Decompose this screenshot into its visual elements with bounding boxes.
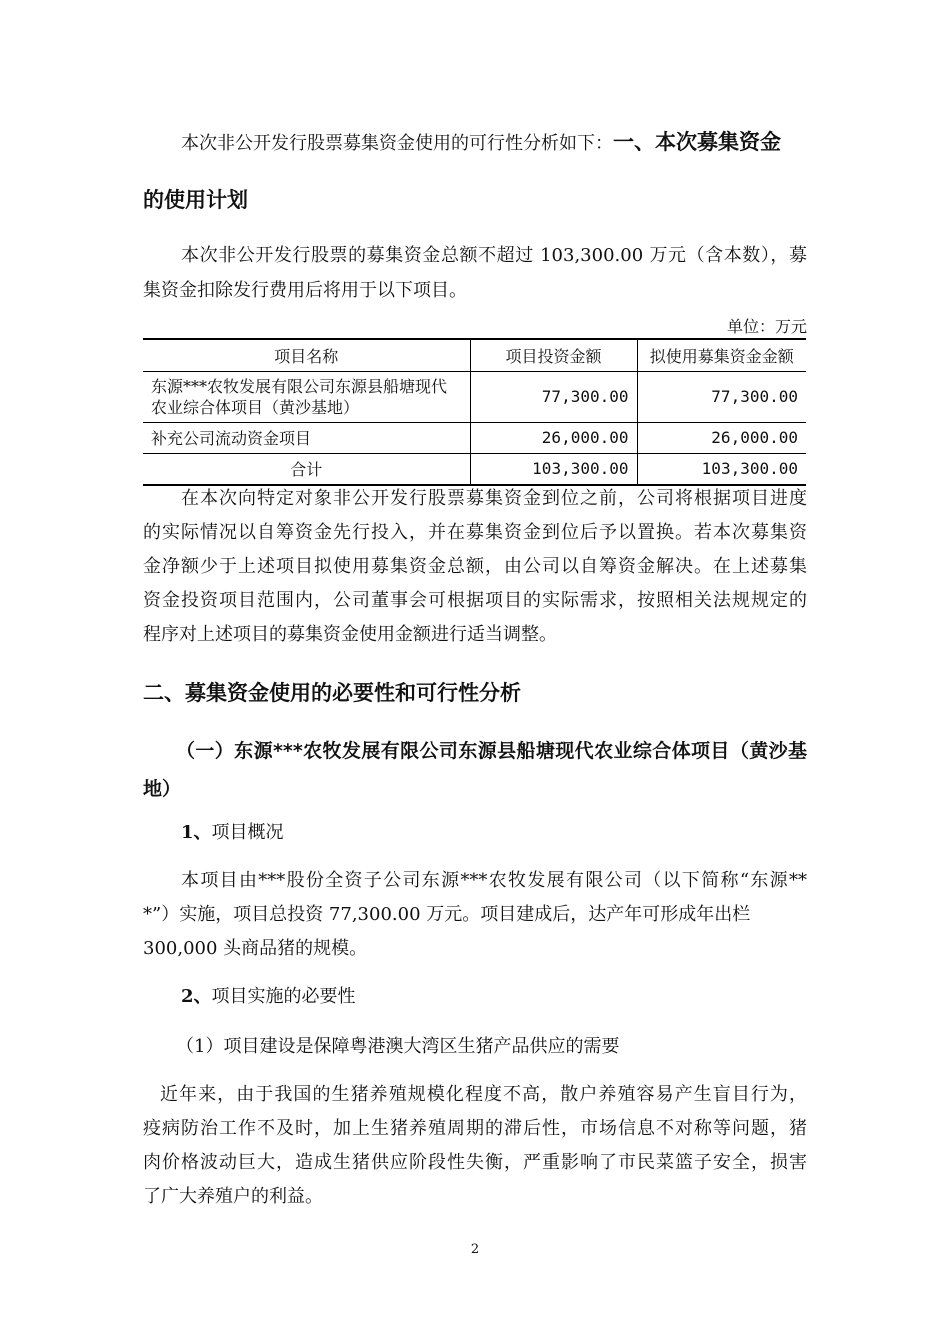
header-cell: 拟使用募集资金金额: [637, 339, 806, 371]
funds-table: [143, 338, 806, 486]
item-number: （1）: [176, 1036, 224, 1057]
paragraph-line: 疫病防治工作不及时，加上生猪养殖周期的滞后性，市场信息不对称等问题，猪: [143, 1118, 807, 1139]
paragraph-line: 本项目由***股份全资子公司东源***农牧发展有限公司（以下简称“东源**: [181, 870, 807, 891]
paragraph-line: 资金投资项目范围内，公司董事会可根据项目的实际需求，按照相关法规规定的: [143, 590, 807, 611]
item-title: 项目实施的必要性: [211, 986, 356, 1007]
cell-line: 东源***农牧发展有限公司东源县船塘现代: [151, 376, 448, 396]
paragraph-line: 本次非公开发行股票的募集资金总额不超过 103,300.00 万元（含本数），募: [181, 245, 807, 266]
paragraph-line: 的实际情况以自筹资金先行投入，并在募集资金到位后予以置换。若本次募集资: [143, 522, 807, 543]
paragraph-line: 近年来，由于我国的生猪养殖规模化程度不高，散户养殖容易产生盲目行为，: [160, 1084, 807, 1105]
header-cell: 项目投资金额: [470, 339, 637, 371]
item-heading: [181, 821, 807, 845]
subsection-heading: （一）东源***农牧发展有限公司东源县船塘现代农业综合体项目（黄沙基: [176, 740, 807, 762]
table-header-row: [143, 339, 806, 371]
paragraph-line: 程序对上述项目的募集资金使用金额进行适当调整。: [143, 624, 557, 645]
intro-text: 本次非公开发行股票募集资金使用的可行性分析如下：: [181, 133, 613, 154]
table-cell: 补充公司流动资金项目: [143, 422, 470, 453]
paragraph-line: 300,000 头商品猪的规模。: [143, 938, 368, 959]
paragraph-line: 金净额少于上述项目拟使用募集资金总额，由公司以自筹资金解决。在上述募集: [143, 556, 807, 577]
paragraph-line: 肉价格波动巨大，造成生猪供应阶段性失衡，严重影响了市民菜篮子安全，损害: [143, 1152, 807, 1173]
paragraph-line: 集资金扣除发行费用后将用于以下项目。: [143, 280, 467, 301]
item-title: 项目概况: [211, 822, 284, 843]
table-cell: 26,000.00: [470, 422, 637, 453]
table-row: [143, 371, 806, 422]
item-title: 项目建设是保障粤港澳大湾区生猪产品供应的需要: [223, 1036, 620, 1057]
item-heading: [176, 1035, 802, 1059]
item-number: 1、: [181, 822, 212, 843]
section-heading-2: 二、募集资金使用的必要性和可行性分析: [143, 681, 521, 705]
cell-line: 农业综合体项目（黄沙基地）: [151, 397, 360, 417]
item-number: 2、: [181, 986, 212, 1007]
paragraph-line: *”）实施，项目总投资 77,300.00 万元。项目建成后，达产年可形成年出栏: [143, 904, 751, 925]
table-cell: [143, 371, 470, 422]
section-heading-1: 一、本次募集资金: [613, 130, 781, 154]
table-cell: 77,300.00: [470, 371, 637, 422]
section-heading-1-cont: 的使用计划: [143, 188, 248, 212]
header-cell: 项目名称: [143, 339, 470, 371]
paragraph-line: 在本次向特定对象非公开发行股票募集资金到位之前，公司将根据项目进度: [181, 488, 807, 509]
subsection-heading-cont: 地）: [143, 778, 182, 800]
page-number: 2: [470, 1242, 480, 1257]
table-cell: 77,300.00: [637, 371, 806, 422]
table-row: [143, 422, 806, 453]
unit-label: 单位：万元: [726, 317, 807, 336]
table-total-row: [143, 453, 806, 485]
table-cell: 103,300.00: [470, 453, 637, 485]
table-cell: 合计: [143, 453, 470, 485]
table-cell: 103,300.00: [637, 453, 806, 485]
table-cell: 26,000.00: [637, 422, 806, 453]
intro-line: [181, 130, 807, 156]
paragraph-line: 了广大养殖户的利益。: [143, 1186, 323, 1207]
item-heading: [181, 985, 807, 1009]
